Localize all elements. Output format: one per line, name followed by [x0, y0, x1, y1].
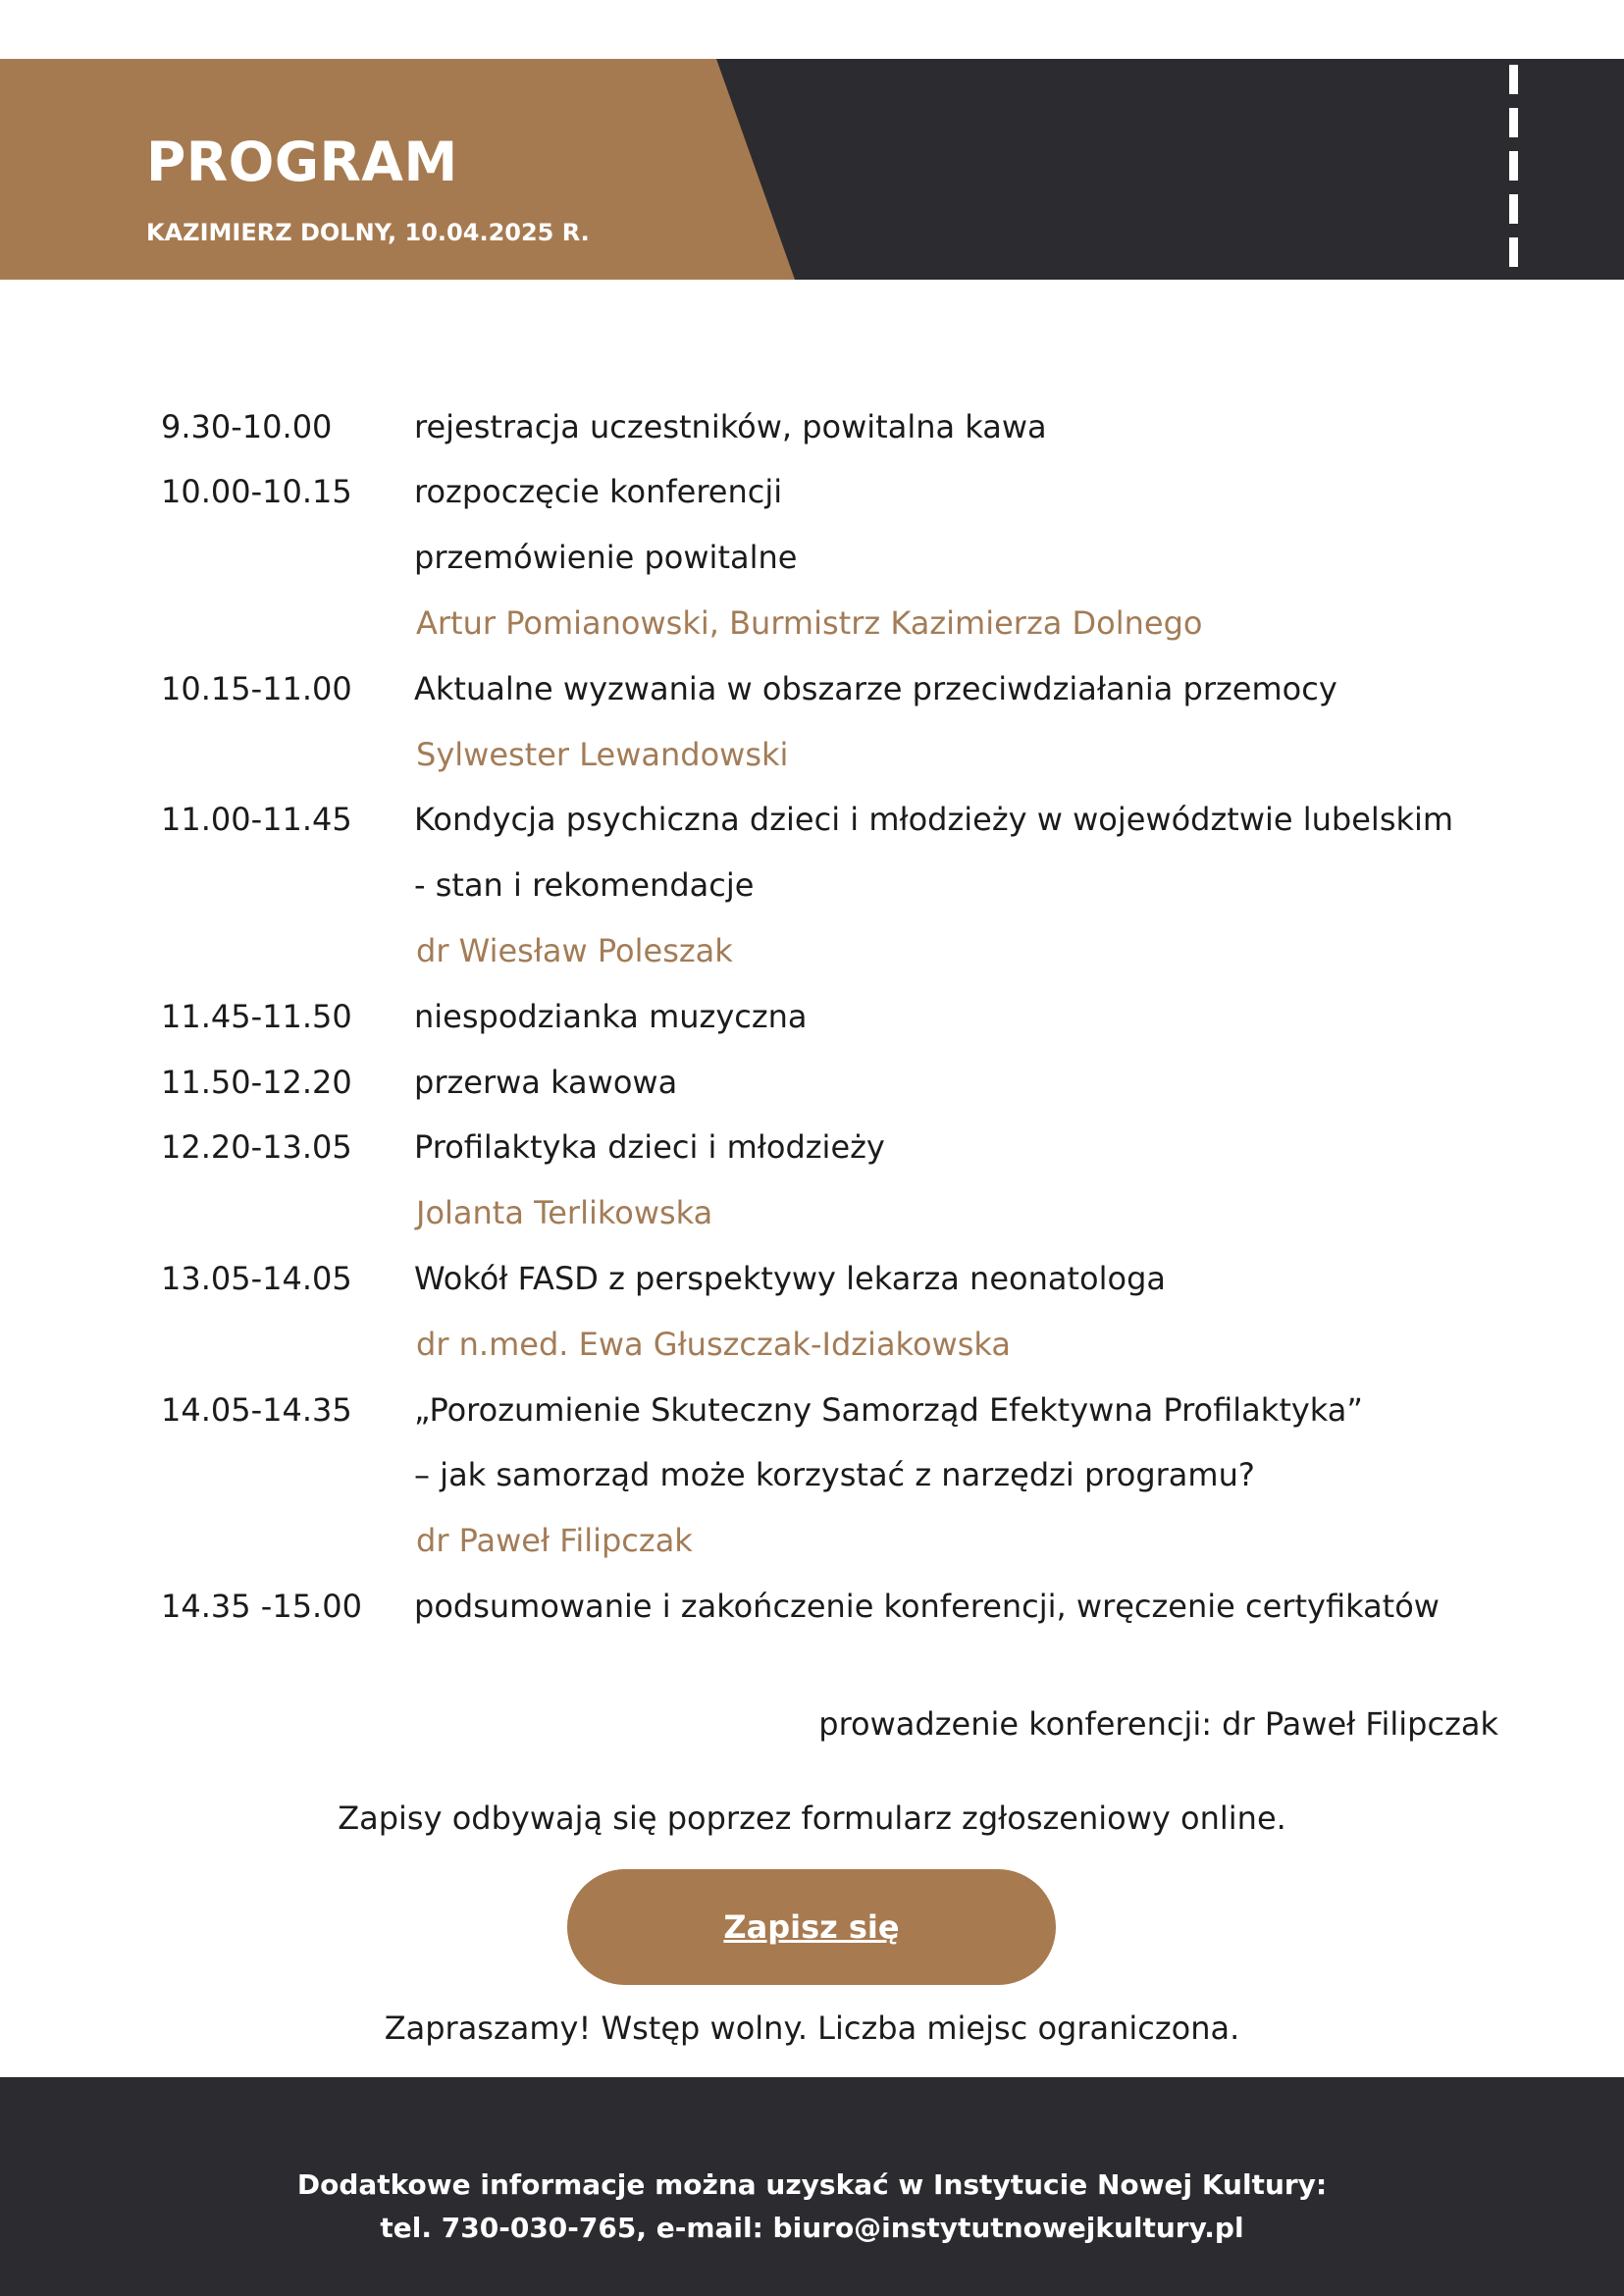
schedule-event: rejestracja uczestników, powitalna kawa [414, 407, 1047, 445]
schedule-speaker: dr n.med. Ewa Głuszczak-Idziakowska [416, 1325, 1011, 1363]
schedule-row [0, 1573, 1624, 1639]
schedule-speaker: Sylwester Lewandowski [416, 735, 789, 773]
footer-contact-line: tel. 730-030-765, e-mail: biuro@instytutnowejkultury.pl [380, 2212, 1244, 2244]
schedule-row [0, 1180, 1624, 1246]
schedule-row [0, 459, 1624, 525]
schedule-row [0, 787, 1624, 853]
schedule-time: 14.05-14.35 [161, 1390, 352, 1429]
schedule-row [0, 1311, 1624, 1377]
invitation-text: Zapraszamy! Wstęp wolny. Liczba miejsc ograniczona. [384, 2009, 1240, 2047]
schedule-row [0, 393, 1624, 459]
schedule-speaker: Artur Pomianowski, Burmistrz Kazimierza Dolnego [416, 603, 1203, 642]
schedule-row [0, 525, 1624, 591]
dashed-line-decoration [1509, 65, 1518, 276]
signup-info: Zapisy odbywają się poprzez formularz zgłoszeniowy online. [338, 1800, 1286, 1837]
schedule-time: 11.50-12.20 [161, 1063, 352, 1101]
footer [0, 2077, 1624, 2296]
schedule-event: Kondycja psychiczna dzieci i młodzieży w województwie lubelskim [414, 801, 1454, 839]
schedule-time: 11.45-11.50 [161, 997, 352, 1035]
schedule-time: 13.05-14.05 [161, 1259, 352, 1297]
schedule-row [0, 721, 1624, 787]
schedule-time: 14.35 -15.00 [161, 1587, 362, 1625]
signup-button[interactable]: Zapisz się [567, 1869, 1056, 1985]
page-title: PROGRAM [146, 130, 458, 193]
schedule-row [0, 1245, 1624, 1311]
header-banner [0, 59, 1624, 280]
schedule-row [0, 853, 1624, 918]
schedule-event: niespodzianka muzyczna [414, 997, 808, 1035]
schedule-event: Wokół FASD z perspektywy lekarza neonatologa [414, 1259, 1166, 1297]
schedule-event: przerwa kawowa [414, 1063, 678, 1101]
schedule-time: 11.00-11.45 [161, 801, 352, 839]
conference-host: prowadzenie konferencji: dr Paweł Filipczak [818, 1705, 1498, 1743]
schedule-row [0, 1508, 1624, 1574]
schedule-row [0, 1442, 1624, 1508]
schedule-time: 10.00-10.15 [161, 473, 352, 511]
schedule-row [0, 983, 1624, 1049]
schedule-speaker: dr Paweł Filipczak [416, 1522, 693, 1560]
footer-info-line: Dodatkowe informacje można uzyskać w Instytucie Nowej Kultury: [296, 2168, 1328, 2201]
schedule-row [0, 590, 1624, 655]
schedule-row [0, 655, 1624, 721]
schedule-event: przemówienie powitalne [414, 539, 798, 577]
schedule-row [0, 1049, 1624, 1115]
schedule-event: – jak samorząd może korzystać z narzędzi programu? [414, 1456, 1255, 1494]
schedule-time: 10.15-11.00 [161, 669, 352, 707]
schedule-time: 9.30-10.00 [161, 407, 333, 445]
schedule-event: rozpoczęcie konferencji [414, 473, 783, 511]
schedule-event: „Porozumienie Skuteczny Samorząd Efektywna Profilaktyka” [414, 1390, 1363, 1429]
schedule-event: podsumowanie i zakończenie konferencji, wręczenie certyfikatów [414, 1587, 1440, 1625]
schedule-row [0, 1377, 1624, 1442]
schedule-row [0, 917, 1624, 983]
schedule-event: Profilaktyka dzieci i młodzieży [414, 1128, 885, 1167]
schedule-event: Aktualne wyzwania w obszarze przeciwdziałania przemocy [414, 669, 1337, 707]
schedule-speaker: Jolanta Terlikowska [416, 1194, 713, 1232]
page-subtitle: KAZIMIERZ DOLNY, 10.04.2025 R. [146, 219, 590, 246]
schedule-time: 12.20-13.05 [161, 1128, 352, 1167]
schedule-event: - stan i rekomendacje [414, 866, 755, 905]
schedule-row [0, 1115, 1624, 1180]
schedule-speaker: dr Wiesław Poleszak [416, 931, 733, 969]
